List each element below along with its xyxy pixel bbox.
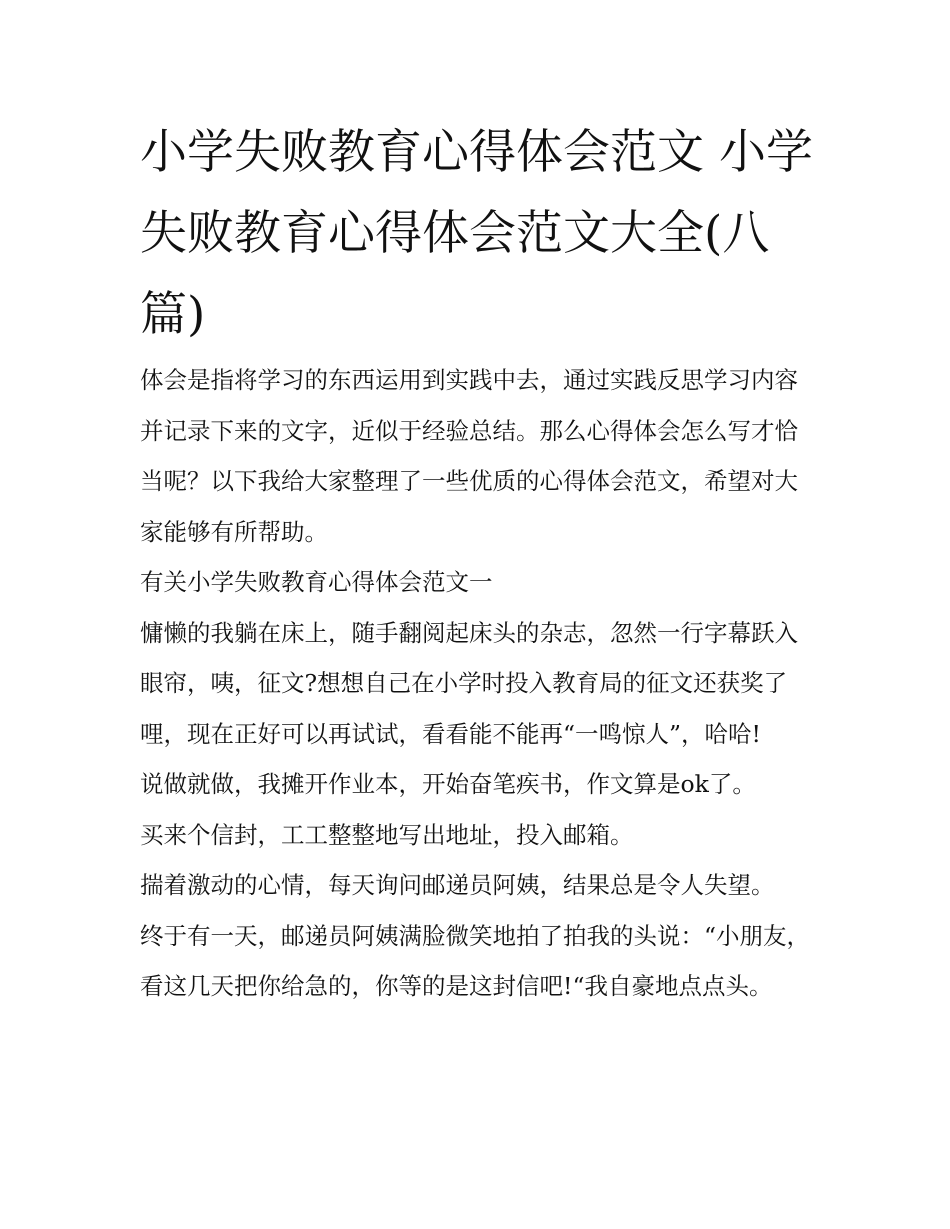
body-paragraph: 揣着激动的心情，每天询问邮递员阿姨，结果总是令人失望。 [140, 871, 775, 899]
document-title: 小学失败教育心得体会范文 小学失败教育心得体会范文大全(八篇) [140, 125, 813, 342]
section-heading: 有关小学失败教育心得体会范文一 [140, 568, 493, 596]
document-body [140, 355, 820, 1012]
body-paragraph: 买来个信封，工工整整地写出地址，投入邮箱。 [140, 820, 634, 849]
body-paragraph: 终于有一天，邮递员阿姨满脸微笑地拍了拍我的头说：“小朋友，看这几天把你给急的，你等的是这封信吧!“我自豪地点点头。 [140, 921, 811, 1000]
body-paragraph: 说做就做，我摊开作业本，开始奋笔疾书，作文算是ok了。 [140, 770, 756, 798]
intro-paragraph: 体会是指将学习的东西运用到实践中去，通过实践反思学习内容并记录下来的文字，近似于经验总结。那么心得体会怎么写才恰当呢？以下我给大家整理了一些优质的心得体会范文，希望对大家能够有所帮助。 [140, 366, 798, 546]
body-paragraph: 慵懒的我躺在床上，随手翻阅起床头的杂志，忽然一行字幕跃入眼帘，咦，征文?想想自己在小学时投入教育局的征文还获奖了哩，现在正好可以再试试，看看能不能再“一鸣惊人”，哈哈! [140, 618, 798, 748]
